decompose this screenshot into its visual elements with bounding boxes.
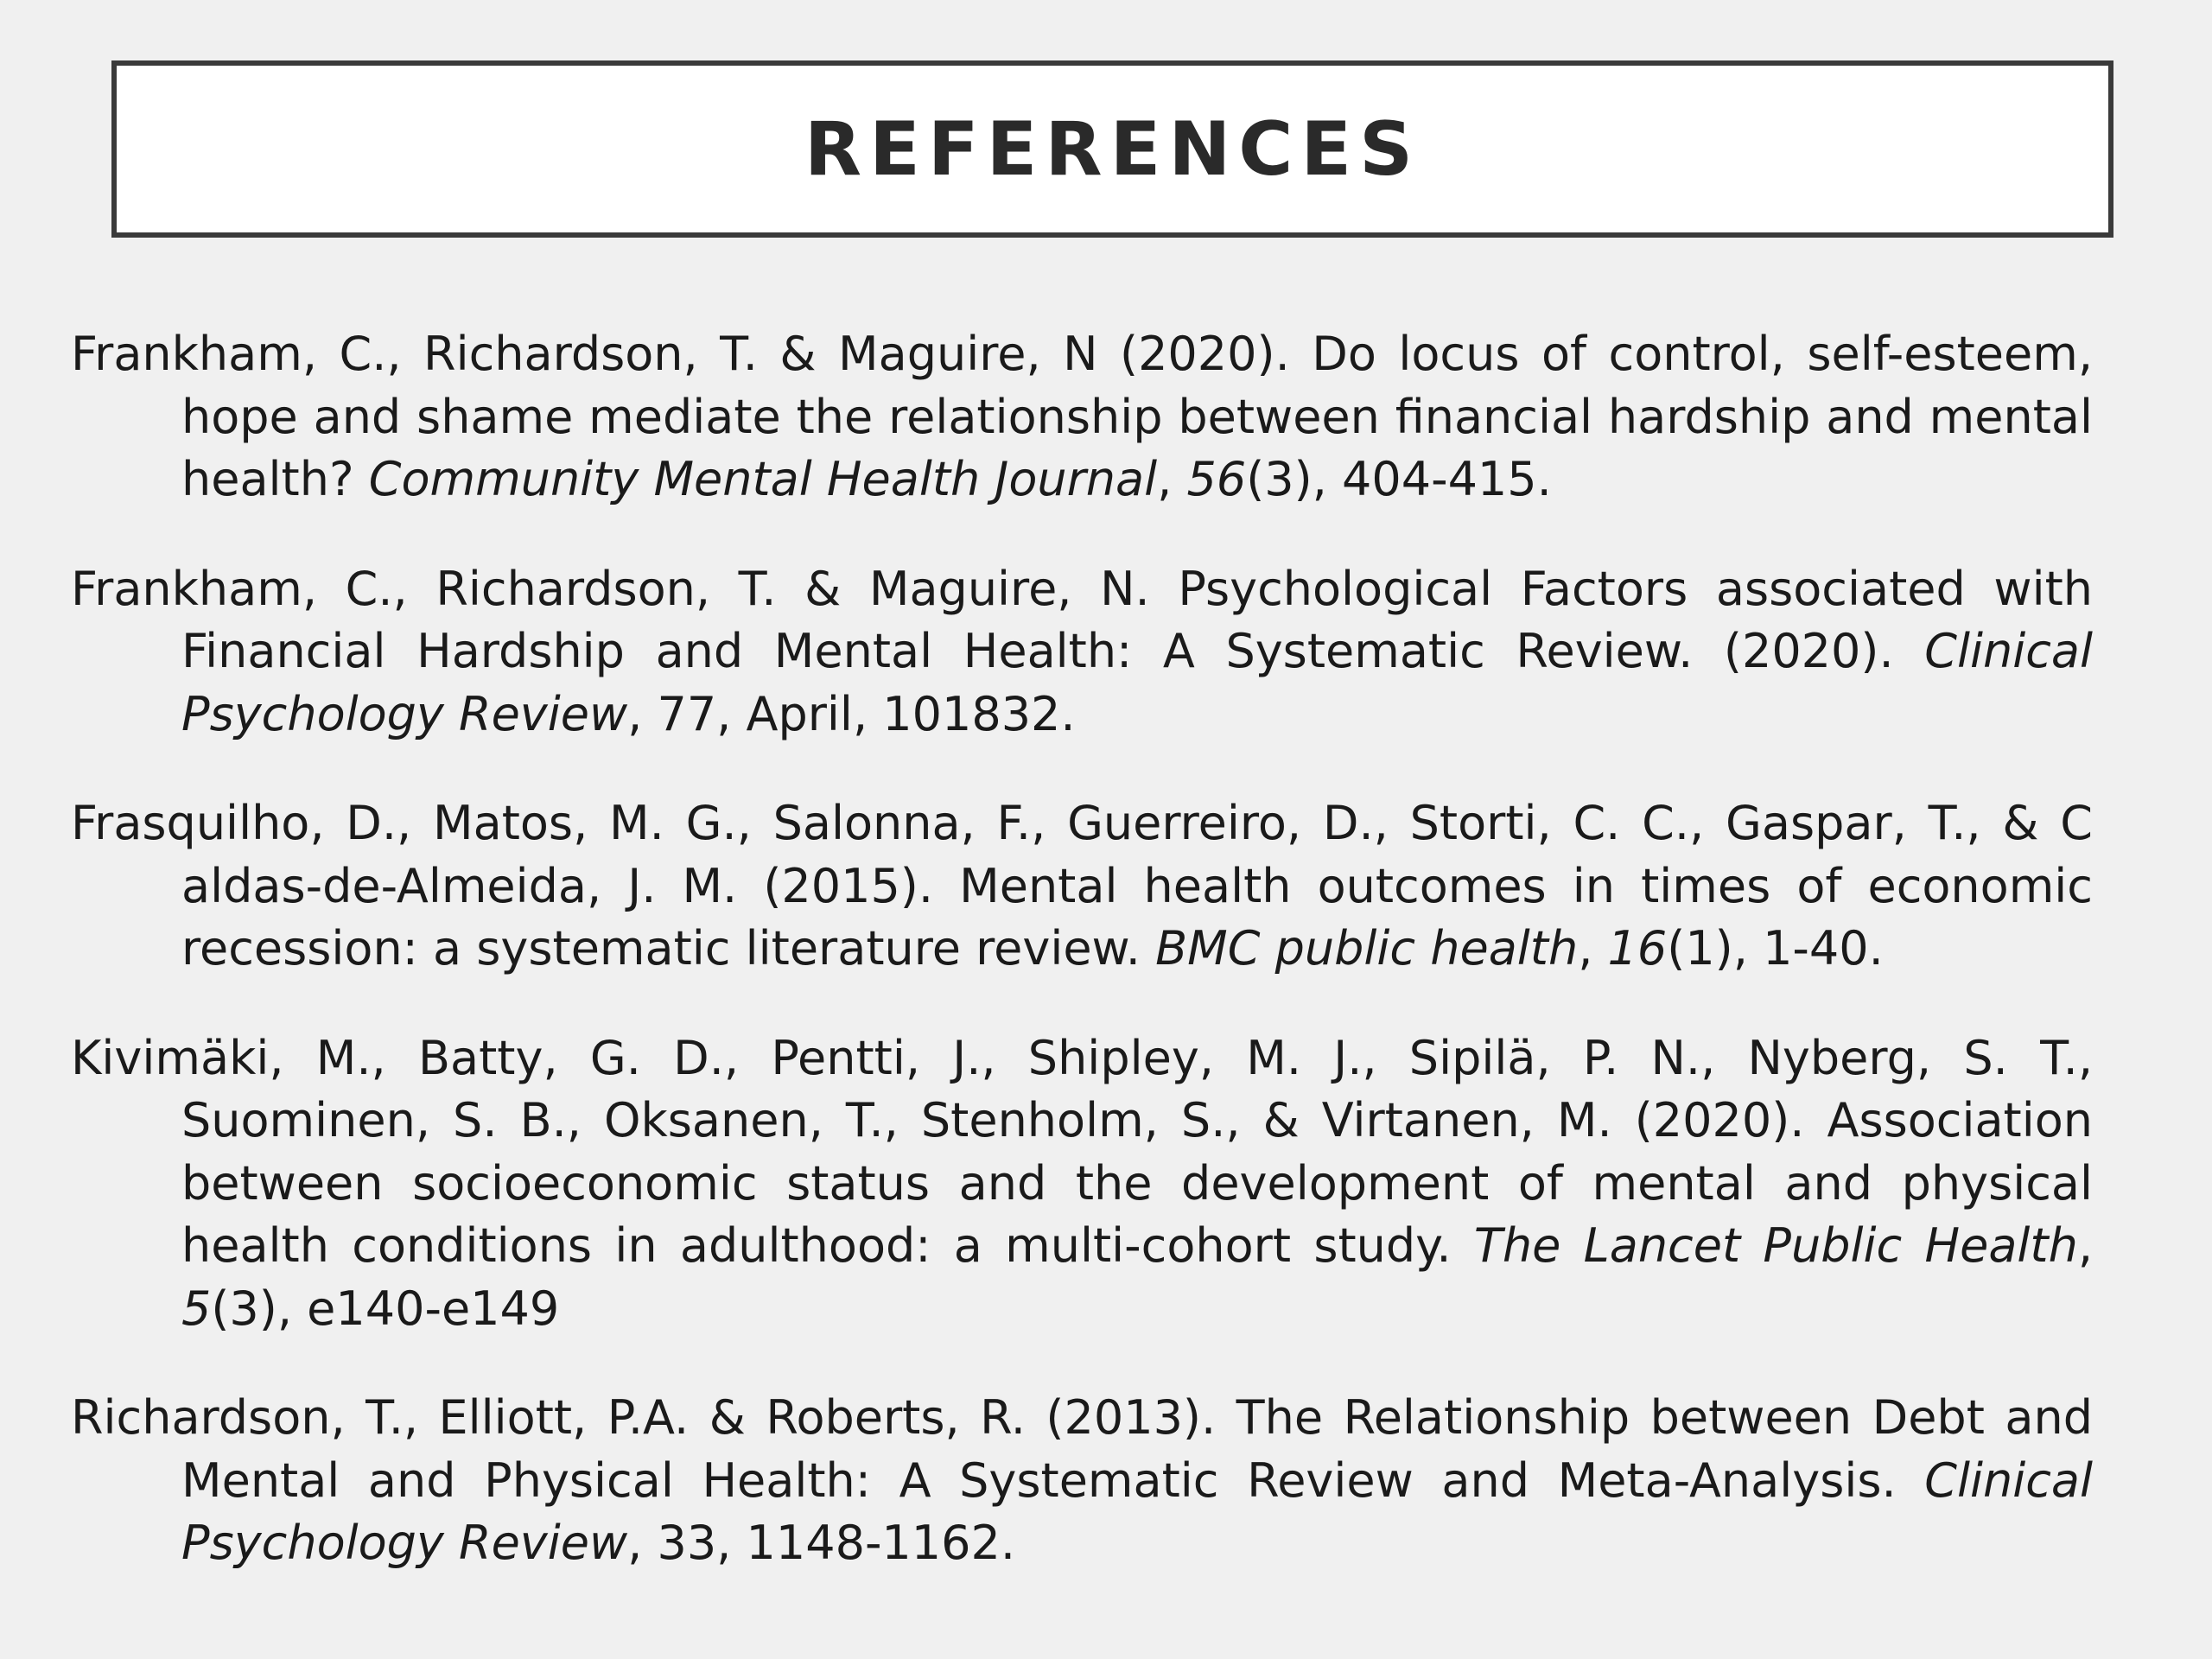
journal-title: BMC public health: [1155, 921, 1579, 976]
reference-separator: ,: [1157, 452, 1187, 506]
journal-title: The Lancet Public Health: [1473, 1218, 2078, 1273]
reference-item: [71, 792, 2093, 981]
reference-text: Richardson, T., Elliott, P.A. & Roberts, R. (2013). The Relationship between Debt and Mental and Physical Health: A Systematic Review and Meta-Analysis.: [71, 1390, 2093, 1508]
reference-item: [71, 1387, 2093, 1575]
reference-tail: (3), e140-e149: [211, 1281, 560, 1336]
reference-separator: ,: [2077, 1218, 2094, 1273]
reference-item: [71, 558, 2093, 747]
reference-tail: , 33, 1148-1162.: [627, 1516, 1016, 1570]
reference-text: Frankham, C., Richardson, T. & Maguire, N (2020). Do locus of control, self-esteem, hope and shame mediate the relationship between financial hardship and mental health?: [71, 327, 2093, 506]
reference-text: Kivimäki, M., Batty, G. D., Pentti, J., Shipley, M. J., Sipilä, P. N., Nyberg, S. T., Suominen, S. B., Oksanen, T., Stenholm, S., & Virtanen, M. (2020). Association between socioeconomic status and the development of mental and physical health conditions in adulthood: a multi-cohort study.: [71, 1030, 2093, 1273]
reference-text: Frankham, C., Richardson, T. & Maguire, N. Psychological Factors associated with Financial Hardship and Mental Health: A Systematic Review. (2020).: [71, 561, 2093, 678]
journal-title: Clinical Psychology Review: [181, 1452, 2093, 1570]
reference-tail: (3), 404-415.: [1246, 452, 1552, 506]
journal-title: Community Mental Health Journal: [368, 452, 1158, 506]
reference-tail: , 77, April, 101832.: [627, 686, 1076, 741]
journal-volume: 5: [181, 1281, 212, 1336]
reference-item: [71, 1027, 2093, 1341]
title-box: [111, 60, 2113, 238]
reference-list: [71, 276, 2093, 1599]
journal-volume: 16: [1607, 921, 1668, 976]
reference-text: Frasquilho, D., Matos, M. G., Salonna, F., Guerreiro, D., Storti, C. C., Gaspar, T., & C aldas-de-Almeida, J. M. (2015). Mental health outcomes in times of economic recession: a systematic literature review.: [71, 796, 2093, 976]
reference-tail: (1), 1-40.: [1667, 921, 1884, 976]
journal-volume: 56: [1186, 452, 1247, 506]
reference-item: [71, 323, 2093, 512]
journal-title: Clinical Psychology Review: [181, 624, 2093, 741]
reference-separator: ,: [1578, 921, 1608, 976]
page-title: REFERENCES: [804, 105, 1421, 193]
